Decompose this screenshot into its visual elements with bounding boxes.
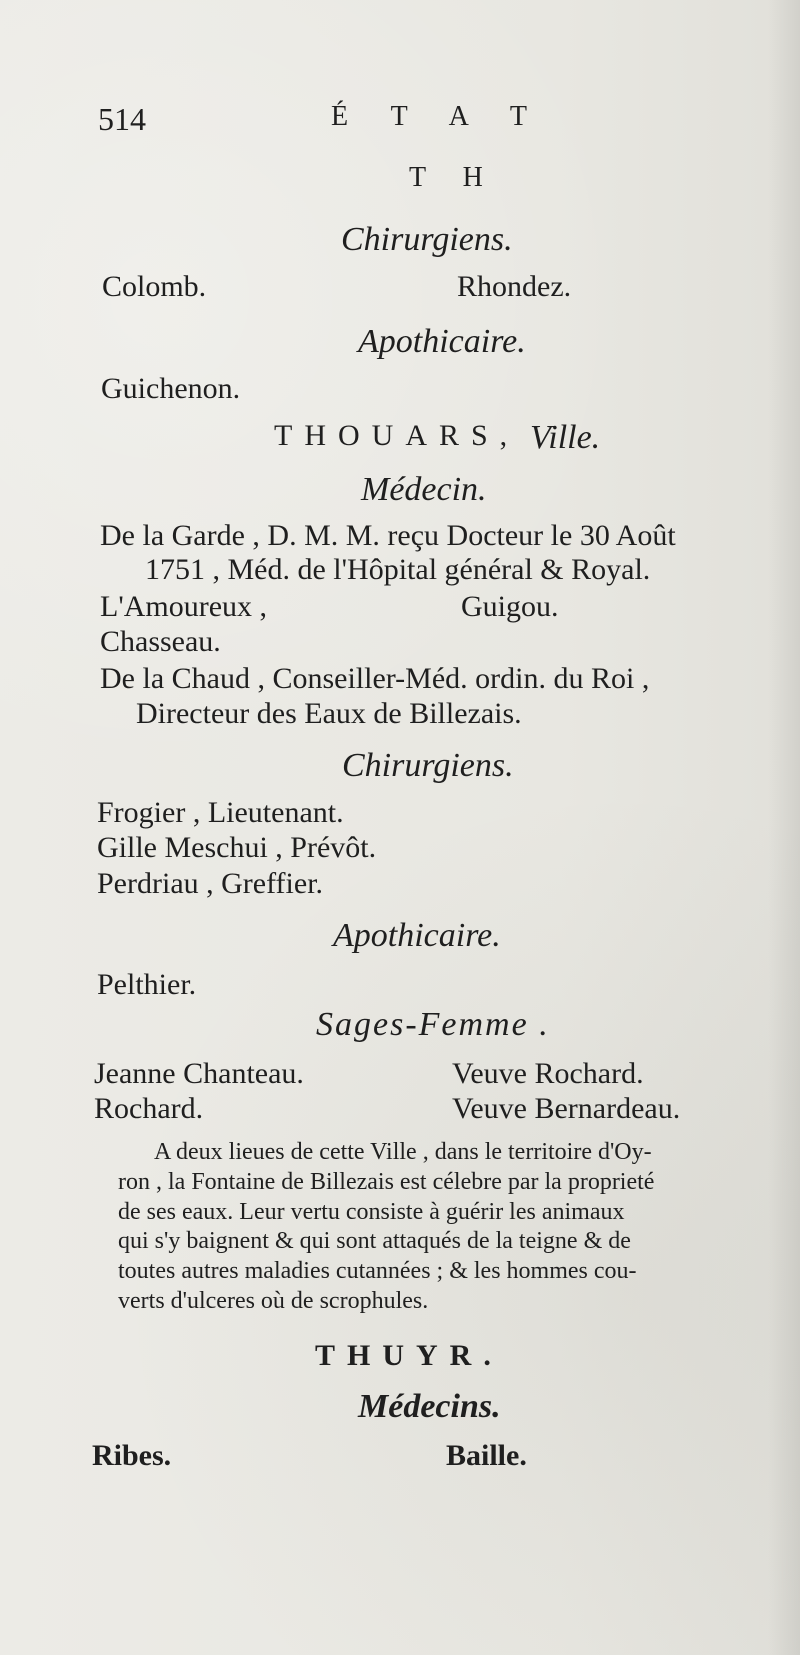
paragraph-line-3: de ses eaux. Leur vertu consiste à guérir les animaux	[118, 1199, 625, 1225]
section-th: T H	[409, 162, 498, 193]
entry-guichenon: Guichenon.	[101, 372, 241, 405]
heading-apothicaire-1: Apothicaire.	[358, 323, 526, 360]
entry-gille: Gille Meschui , Prévôt.	[97, 831, 377, 864]
entry-colomb: Colomb.	[102, 270, 207, 303]
paragraph-line-2: ron , la Fontaine de Billezais est célebre par la proprieté	[118, 1169, 655, 1195]
entry-ribes: Ribes.	[92, 1439, 172, 1472]
entry-de-la-garde-line-1: De la Garde , D. M. M. reçu Docteur le 30 Août	[100, 519, 676, 552]
heading-thouars: THOUARS,	[274, 419, 520, 452]
heading-sages-femmes: Sages-Femme .	[316, 1006, 550, 1043]
entry-guigou: Guigou.	[461, 590, 559, 623]
running-header: É T A T	[331, 101, 545, 132]
heading-apothicaire-2: Apothicaire.	[333, 917, 501, 954]
heading-chirurgiens-1: Chirurgiens.	[341, 221, 513, 258]
heading-chirurgiens-2: Chirurgiens.	[342, 747, 514, 784]
heading-medecin: Médecin.	[361, 471, 487, 508]
heading-thuyr: THUYR.	[315, 1339, 503, 1372]
entry-frogier: Frogier , Lieutenant.	[97, 796, 344, 829]
page-number: 514	[98, 101, 146, 137]
heading-medecins: Médecins.	[358, 1388, 501, 1425]
entry-rhondez: Rhondez.	[457, 270, 572, 303]
entry-rochard: Rochard.	[94, 1092, 204, 1125]
entry-veuve-rochard: Veuve Rochard.	[452, 1057, 644, 1090]
paragraph-line-5: toutes autres maladies cutannées ; & les hommes cou-	[118, 1258, 637, 1284]
heading-thouars-ville: Ville.	[530, 419, 601, 456]
entry-perdriau: Perdriau , Greffier.	[97, 867, 324, 900]
entry-jeanne-chanteau: Jeanne Chanteau.	[94, 1057, 304, 1090]
entry-de-la-chaud-line-1: De la Chaud , Conseiller-Méd. ordin. du Roi ,	[100, 662, 650, 695]
entry-de-la-garde-line-2: 1751 , Méd. de l'Hôpital général & Royal.	[145, 553, 651, 586]
entry-chasseau: Chasseau.	[100, 625, 221, 658]
entry-lamoureux: L'Amoureux ,	[100, 590, 268, 623]
paragraph-line-1: A deux lieues de cette Ville , dans le territoire d'Oy-	[154, 1139, 652, 1165]
paragraph-line-4: qui s'y baignent & qui sont attaqués de la teigne & de	[118, 1228, 631, 1254]
paragraph-line-6: verts d'ulceres où de scrophules.	[118, 1288, 429, 1314]
entry-de-la-chaud-line-2: Directeur des Eaux de Billezais.	[136, 697, 522, 730]
entry-veuve-bernardeau: Veuve Bernardeau.	[452, 1092, 681, 1125]
page-edge-shadow	[768, 0, 800, 1655]
entry-pelthier: Pelthier.	[97, 968, 197, 1001]
entry-baille: Baille.	[446, 1439, 527, 1472]
